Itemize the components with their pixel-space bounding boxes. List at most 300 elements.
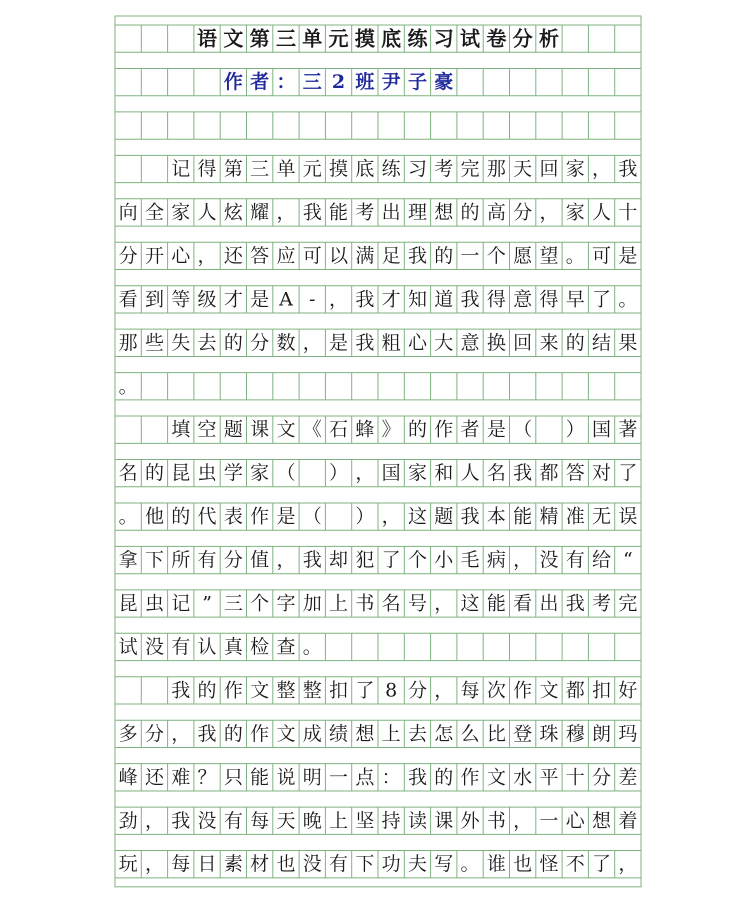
body-char: 书 bbox=[486, 809, 506, 832]
body-char: 摸 bbox=[329, 158, 349, 180]
body-char: 没 bbox=[197, 809, 217, 832]
body-char: 来 bbox=[539, 331, 559, 354]
body-char: 我 bbox=[407, 244, 427, 267]
body-char: 夫 bbox=[407, 853, 427, 876]
body-char: 足 bbox=[381, 244, 401, 267]
body-char: 不 bbox=[565, 853, 585, 876]
body-char: 家 bbox=[407, 462, 427, 485]
body-char: 珠 bbox=[539, 722, 559, 745]
title-char: 三 bbox=[275, 26, 296, 51]
body-char: 整 bbox=[302, 679, 322, 702]
body-char: 么 bbox=[460, 722, 480, 745]
body-char: “ bbox=[622, 549, 633, 572]
body-char: 的 bbox=[434, 766, 454, 789]
body-char: 怎 bbox=[434, 722, 454, 745]
body-char: 著 bbox=[618, 418, 638, 441]
body-char: 完 bbox=[460, 158, 480, 180]
body-char: 我 bbox=[565, 592, 585, 615]
body-char: 我 bbox=[513, 462, 533, 485]
body-char: 没 bbox=[539, 549, 559, 572]
body-char: ” bbox=[202, 592, 212, 615]
body-char: 分 bbox=[118, 244, 138, 267]
body-char: 有 bbox=[171, 635, 191, 658]
body-char: 能 bbox=[250, 766, 270, 789]
body-char: 分 bbox=[144, 722, 164, 745]
body-char: 回 bbox=[539, 158, 559, 180]
body-char: 炫 bbox=[223, 201, 243, 224]
body-char: 人 bbox=[197, 201, 217, 224]
body-char: 了 bbox=[381, 549, 401, 572]
body-char: 可 bbox=[302, 244, 322, 267]
body-char: 虫 bbox=[197, 462, 217, 485]
body-char: 想 bbox=[592, 809, 612, 832]
body-char: 上 bbox=[329, 592, 349, 615]
body-char: 的 bbox=[460, 201, 480, 224]
body-char: 下 bbox=[144, 549, 164, 572]
body-char: 换 bbox=[486, 331, 506, 354]
body-char: 字 bbox=[276, 592, 296, 615]
body-char: 满 bbox=[355, 244, 375, 267]
body-char: ， bbox=[513, 809, 533, 832]
body-char: 我 bbox=[355, 288, 375, 311]
body-char: 三 bbox=[250, 158, 270, 180]
body-char: ， bbox=[144, 853, 164, 876]
body-char: 。 bbox=[118, 505, 138, 528]
body-char: ， bbox=[539, 201, 559, 224]
body-char: 的 bbox=[407, 418, 427, 441]
body-char: 了 bbox=[592, 288, 612, 311]
body-char: 号 bbox=[407, 592, 427, 615]
body-char: A bbox=[279, 288, 293, 311]
body-char: 分 bbox=[223, 549, 243, 572]
body-char: 多 bbox=[118, 722, 138, 745]
body-char: 着 bbox=[618, 809, 638, 832]
body-char: 看 bbox=[513, 592, 533, 615]
body-char: 考 bbox=[592, 592, 612, 615]
body-char: 个 bbox=[486, 244, 506, 267]
body-char: 那 bbox=[118, 331, 138, 354]
body-char: 想 bbox=[355, 722, 375, 745]
body-char: 人 bbox=[460, 462, 480, 485]
body-char: 扣 bbox=[592, 679, 612, 702]
body-char: 。 bbox=[460, 853, 480, 876]
body-char: 粗 bbox=[381, 331, 401, 354]
body-char: 十 bbox=[565, 766, 585, 789]
body-char: 练 bbox=[381, 158, 401, 180]
body-char: 差 bbox=[618, 766, 638, 789]
body-char: 日 bbox=[197, 853, 217, 876]
author-char: 子 bbox=[407, 71, 427, 94]
body-char: 人 bbox=[592, 201, 612, 224]
body-char: ， bbox=[434, 592, 454, 615]
body-char: ， bbox=[329, 288, 349, 311]
body-char: 是 bbox=[618, 244, 638, 267]
body-char: ， bbox=[197, 244, 217, 267]
body-char: 有 bbox=[329, 853, 349, 876]
title-char: 卷 bbox=[486, 26, 507, 51]
author-char: 者 bbox=[250, 71, 270, 94]
body-char: 昆 bbox=[118, 592, 138, 615]
body-char: 我 bbox=[302, 201, 322, 224]
body-char: 穆 bbox=[565, 722, 585, 745]
body-char: 我 bbox=[171, 809, 191, 832]
body-char: 精 bbox=[539, 505, 559, 528]
body-char: 课 bbox=[250, 418, 270, 441]
body-char: 结 bbox=[592, 331, 612, 354]
title-char: 语 bbox=[197, 26, 218, 51]
body-char: 坚 bbox=[355, 809, 375, 832]
body-char: 元 bbox=[302, 158, 322, 180]
author-char: 豪 bbox=[434, 71, 454, 94]
body-char: 望 bbox=[539, 244, 559, 267]
body-char: 《 bbox=[302, 418, 322, 441]
body-char: 出 bbox=[539, 592, 559, 615]
body-char: 答 bbox=[565, 462, 585, 485]
body-char: 一 bbox=[460, 244, 480, 267]
body-char: 的 bbox=[171, 505, 191, 528]
body-char: 所 bbox=[171, 549, 191, 572]
body-char: 水 bbox=[513, 766, 533, 789]
title-char: 试 bbox=[460, 26, 481, 51]
body-char: 看 bbox=[118, 288, 138, 311]
body-char: 能 bbox=[486, 592, 506, 615]
body-char: 我 bbox=[171, 679, 191, 702]
body-char: 昆 bbox=[171, 462, 191, 485]
body-char: 级 bbox=[197, 288, 217, 311]
body-char: 一 bbox=[329, 766, 349, 789]
body-char: 名 bbox=[486, 462, 506, 485]
body-char: 下 bbox=[355, 853, 375, 876]
body-char: 得 bbox=[539, 288, 559, 311]
title-char: 析 bbox=[538, 26, 559, 51]
body-char: 玩 bbox=[118, 853, 138, 876]
body-char: 文 bbox=[250, 679, 270, 702]
body-char: 习 bbox=[407, 158, 427, 180]
body-char: 朗 bbox=[592, 722, 612, 745]
body-char: 意 bbox=[460, 331, 480, 354]
body-char: 这 bbox=[407, 505, 427, 528]
body-char: 心 bbox=[171, 244, 191, 267]
body-char: 我 bbox=[460, 288, 480, 311]
body-char: 者 bbox=[460, 418, 480, 441]
body-char: 文 bbox=[276, 418, 296, 441]
body-char: 以 bbox=[329, 244, 349, 267]
body-char: 作 bbox=[513, 679, 533, 702]
body-char: 劲 bbox=[118, 809, 138, 832]
body-char: 准 bbox=[565, 505, 585, 528]
body-char: 谁 bbox=[486, 853, 506, 876]
body-char: 的 bbox=[144, 462, 164, 485]
body-char: 他 bbox=[144, 505, 164, 528]
body-char: 等 bbox=[171, 288, 191, 311]
body-char: 没 bbox=[302, 853, 322, 876]
body-char: 都 bbox=[565, 679, 585, 702]
body-char: 出 bbox=[381, 201, 401, 224]
body-char: 扣 bbox=[329, 679, 349, 702]
body-char: 能 bbox=[329, 201, 349, 224]
body-char: 本 bbox=[486, 505, 506, 528]
body-char: 答 bbox=[250, 244, 270, 267]
body-char: 天 bbox=[513, 158, 533, 180]
body-char: 我 bbox=[197, 722, 217, 745]
body-char: 考 bbox=[355, 201, 375, 224]
body-char: ？ bbox=[197, 766, 217, 789]
body-char: 意 bbox=[513, 288, 533, 311]
body-char: 。 bbox=[618, 288, 638, 311]
body-char: 难 bbox=[171, 766, 191, 789]
body-char: 》 bbox=[381, 418, 401, 441]
body-char: 课 bbox=[434, 809, 454, 832]
body-char: ， bbox=[276, 549, 296, 572]
body-char: 每 bbox=[460, 679, 480, 702]
body-char: 还 bbox=[223, 244, 243, 267]
body-char: 的 bbox=[223, 722, 243, 745]
body-char: 去 bbox=[197, 331, 217, 354]
body-char: 也 bbox=[276, 853, 296, 876]
body-char: 文 bbox=[486, 766, 506, 789]
body-char: 我 bbox=[618, 158, 638, 180]
body-char: 持 bbox=[381, 809, 401, 832]
body-char: 了 bbox=[618, 462, 638, 485]
body-char: 作 bbox=[223, 679, 243, 702]
body-char: 材 bbox=[250, 853, 270, 876]
body-char: 外 bbox=[460, 809, 480, 832]
body-char: 去 bbox=[407, 722, 427, 745]
body-char: 大 bbox=[434, 331, 454, 354]
body-char: 却 bbox=[329, 549, 349, 572]
body-char: 作 bbox=[250, 722, 270, 745]
body-char: 家 bbox=[565, 158, 585, 180]
body-char: 没 bbox=[144, 635, 164, 658]
body-char: 小 bbox=[434, 549, 454, 572]
body-char: 分 bbox=[592, 766, 612, 789]
title-char: 习 bbox=[433, 26, 454, 51]
body-char: 那 bbox=[486, 158, 506, 180]
body-char: 单 bbox=[276, 158, 296, 180]
body-char: ， bbox=[276, 201, 296, 224]
body-char: 值 bbox=[250, 549, 270, 572]
body-char: 石 bbox=[329, 418, 349, 441]
body-char: ） bbox=[565, 418, 585, 441]
body-char: 是 bbox=[276, 505, 296, 528]
body-char: ） bbox=[355, 505, 375, 528]
body-char: 全 bbox=[144, 201, 164, 224]
body-char: 题 bbox=[223, 418, 243, 441]
body-char: 分 bbox=[407, 679, 427, 702]
body-char: 第 bbox=[223, 158, 243, 180]
body-char: 记 bbox=[171, 158, 191, 180]
body-char: 可 bbox=[592, 244, 612, 267]
body-char: 书 bbox=[355, 592, 375, 615]
body-char: 国 bbox=[592, 418, 612, 441]
body-char: 天 bbox=[276, 809, 296, 832]
body-char: 知 bbox=[407, 288, 427, 311]
body-char: 有 bbox=[197, 549, 217, 572]
body-char: 说 bbox=[276, 766, 296, 789]
body-char: 有 bbox=[565, 549, 585, 572]
body-char: 是 bbox=[250, 288, 270, 311]
body-char: 心 bbox=[565, 809, 585, 832]
body-char: 写 bbox=[434, 853, 454, 876]
body-char: 平 bbox=[539, 766, 559, 789]
body-char: 三 bbox=[223, 592, 243, 615]
body-char: 虫 bbox=[144, 592, 164, 615]
body-char: 。 bbox=[118, 375, 138, 398]
body-char: 。 bbox=[565, 244, 585, 267]
body-char: 的 bbox=[565, 331, 585, 354]
body-char: （ bbox=[513, 418, 533, 441]
body-char: 误 bbox=[618, 505, 638, 528]
body-char: 学 bbox=[223, 462, 243, 485]
body-char: ， bbox=[171, 722, 191, 745]
body-char: 了 bbox=[592, 853, 612, 876]
body-char: 家 bbox=[250, 462, 270, 485]
body-char: 真 bbox=[223, 635, 243, 658]
body-char: 作 bbox=[250, 505, 270, 528]
body-char: 个 bbox=[407, 549, 427, 572]
body-char: 空 bbox=[197, 418, 217, 441]
body-char: 应 bbox=[276, 244, 296, 267]
body-char: 8 bbox=[385, 679, 398, 702]
body-char: 毛 bbox=[460, 549, 480, 572]
body-char: 记 bbox=[171, 592, 191, 615]
body-char: 的 bbox=[434, 244, 454, 267]
title-char: 文 bbox=[223, 26, 244, 51]
body-char: 拿 bbox=[118, 549, 138, 572]
body-char: ， bbox=[355, 462, 375, 485]
body-char: 有 bbox=[223, 809, 243, 832]
body-char: 名 bbox=[381, 592, 401, 615]
body-char: 这 bbox=[460, 592, 480, 615]
body-char: 耀 bbox=[250, 201, 270, 224]
body-char: 数 bbox=[276, 331, 296, 354]
body-char: 每 bbox=[171, 853, 191, 876]
body-char: ， bbox=[592, 158, 612, 180]
grid-border bbox=[115, 16, 641, 887]
body-char: 晚 bbox=[302, 809, 322, 832]
body-char: 还 bbox=[144, 766, 164, 789]
body-char: 比 bbox=[486, 722, 506, 745]
body-char: 分 bbox=[250, 331, 270, 354]
body-char: 道 bbox=[434, 288, 454, 311]
title-char: 底 bbox=[381, 26, 402, 51]
body-char: 作 bbox=[460, 766, 480, 789]
body-char: 底 bbox=[355, 158, 375, 180]
body-char: 认 bbox=[197, 635, 217, 658]
title-char: 单 bbox=[302, 26, 323, 51]
body-char: 些 bbox=[144, 331, 164, 354]
body-char: 对 bbox=[592, 462, 612, 485]
body-char: 我 bbox=[302, 549, 322, 572]
body-char: （ bbox=[276, 462, 296, 485]
body-char: 到 bbox=[144, 288, 164, 311]
body-char: 是 bbox=[329, 331, 349, 354]
body-char: 回 bbox=[513, 331, 533, 354]
body-char: 能 bbox=[513, 505, 533, 528]
body-char: - bbox=[309, 288, 316, 311]
body-char: 失 bbox=[171, 331, 191, 354]
body-char: 心 bbox=[407, 331, 427, 354]
body-char: 文 bbox=[276, 722, 296, 745]
body-char: 得 bbox=[486, 288, 506, 311]
body-char: 才 bbox=[223, 288, 243, 311]
body-char: 了 bbox=[355, 679, 375, 702]
body-char: 上 bbox=[329, 809, 349, 832]
body-char: 十 bbox=[618, 201, 638, 224]
body-char: 愿 bbox=[513, 244, 533, 267]
body-char: 向 bbox=[118, 201, 138, 224]
body-char: 给 bbox=[592, 549, 612, 572]
title-char: 元 bbox=[328, 26, 349, 51]
author-char: 尹 bbox=[381, 71, 401, 94]
body-char: 峰 bbox=[118, 766, 138, 789]
body-char: 个 bbox=[250, 592, 270, 615]
body-char: 我 bbox=[460, 505, 480, 528]
body-char: 成 bbox=[302, 722, 322, 745]
title-char: 分 bbox=[512, 26, 533, 51]
body-char: 理 bbox=[407, 201, 427, 224]
body-char: 查 bbox=[276, 635, 296, 658]
body-char: 是 bbox=[486, 418, 506, 441]
body-char: 完 bbox=[618, 592, 638, 615]
body-char: ， bbox=[302, 331, 322, 354]
body-char: 登 bbox=[513, 722, 533, 745]
body-char: 功 bbox=[381, 853, 401, 876]
body-char: 名 bbox=[118, 462, 138, 485]
body-char: 次 bbox=[486, 679, 506, 702]
body-char: ） bbox=[329, 462, 349, 485]
body-char: ， bbox=[381, 505, 401, 528]
body-char: 试 bbox=[118, 635, 138, 658]
body-char: 只 bbox=[223, 766, 243, 789]
body-char: 的 bbox=[197, 679, 217, 702]
body-char: ： bbox=[381, 766, 401, 789]
body-char: 代 bbox=[197, 505, 217, 528]
title-char: 摸 bbox=[354, 26, 375, 51]
body-char: 家 bbox=[565, 201, 585, 224]
author-char: 三 bbox=[302, 71, 322, 94]
body-char: 分 bbox=[513, 201, 533, 224]
body-char: 的 bbox=[223, 331, 243, 354]
body-char: 填 bbox=[171, 418, 191, 441]
body-char: 都 bbox=[539, 462, 559, 485]
author-char: ： bbox=[276, 71, 296, 94]
body-char: ， bbox=[618, 853, 638, 876]
body-char: 我 bbox=[407, 766, 427, 789]
body-char: 果 bbox=[618, 331, 638, 354]
body-char: 题 bbox=[434, 505, 454, 528]
body-char: 绩 bbox=[329, 722, 349, 745]
body-char: ， bbox=[144, 809, 164, 832]
title-char: 练 bbox=[407, 26, 428, 51]
body-char: 。 bbox=[302, 635, 322, 658]
title-char: 第 bbox=[249, 26, 270, 51]
body-char: 才 bbox=[381, 288, 401, 311]
body-char: 玛 bbox=[618, 722, 638, 745]
body-char: 读 bbox=[407, 809, 427, 832]
body-char: 上 bbox=[381, 722, 401, 745]
body-char: ， bbox=[434, 679, 454, 702]
body-char: 得 bbox=[197, 158, 217, 180]
body-char: 作 bbox=[434, 418, 454, 441]
body-char: 点 bbox=[355, 766, 375, 789]
body-char: 好 bbox=[618, 679, 638, 702]
body-char: 表 bbox=[223, 505, 243, 528]
body-char: 国 bbox=[381, 462, 401, 485]
body-char: 加 bbox=[302, 592, 322, 615]
body-char: 整 bbox=[276, 679, 296, 702]
body-char: 明 bbox=[302, 766, 322, 789]
